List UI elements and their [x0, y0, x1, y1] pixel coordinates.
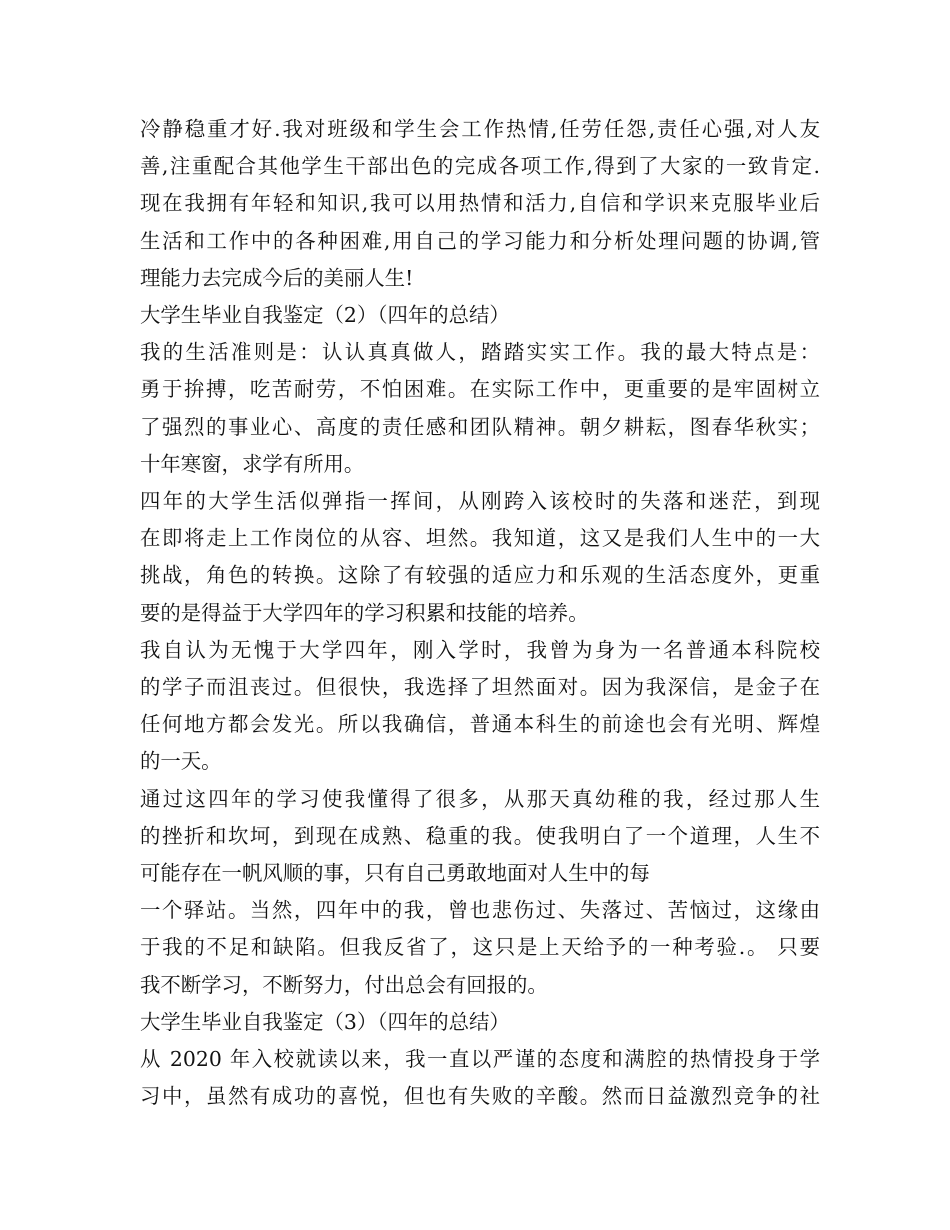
text-line: 可能存在一帆风顺的事，只有自己勇敢地面对人生中的每	[140, 861, 650, 885]
text-line: 一个驿站。当然，四年中的我，曾也悲伤过、失落过、苦恼过，这缘由	[140, 898, 820, 923]
text-line: 善,注重配合其他学生干部出色的完成各项工作,得到了大家的一致肯定.	[140, 154, 820, 179]
text-line: 从 2020 年入校就读以来，我一直以严谨的态度和满腔的热情投身于学	[140, 1047, 820, 1071]
text-line: 勇于拚搏，吃苦耐劳，不怕困难。在实际工作中，更重要的是牢固树立	[140, 377, 820, 402]
text-line: 的挫折和坎坷，到现在成熟、稳重的我。使我明白了一个道理，人生不	[140, 823, 820, 848]
text-line: 我的生活准则是：认认真真做人，踏踏实实工作。我的最大特点是：	[140, 340, 820, 365]
text-line: 于我的不足和缺陷。但我反省了，这只是上天给予的一种考验.。 只要	[140, 935, 820, 960]
text-line: 通过这四年的学习使我懂得了很多，从那天真幼稚的我，经过那人生	[140, 786, 820, 811]
text-line: 生活和工作中的各种困难,用自己的学习能力和分析处理问题的协调,管	[140, 228, 820, 253]
text-line: 挑战，角色的转换。这除了有较强的适应力和乐观的生活态度外，更重	[140, 563, 820, 588]
text-line: 在即将走上工作岗位的从容、坦然。我知道，这又是我们人生中的一大	[140, 526, 820, 551]
text-line: 要的是得益于大学四年的学习积累和技能的培养。	[140, 600, 589, 625]
text-line: 十年寒窗，求学有所用。	[140, 451, 365, 476]
text-line: 习中，虽然有成功的喜悦，但也有失败的辛酸。然而日益激烈竞争的社	[140, 1084, 820, 1109]
text-line: 理能力去完成今后的美丽人生!	[140, 265, 414, 290]
text-line: 了强烈的事业心、高度的责任感和团队精神。朝夕耕耘，图春华秋实；	[140, 414, 820, 439]
text-line: 我不断学习，不断努力，付出总会有回报的。	[140, 972, 548, 997]
text-line: 现在我拥有年轻和知识,我可以用热情和活力,自信和学识来克服毕业后	[140, 191, 820, 216]
text-line: 四年的大学生活似弹指一挥间，从刚跨入该校时的失落和迷茫，到现	[140, 489, 820, 513]
text-line: 大学生毕业自我鉴定（2）（四年的总结）	[140, 303, 510, 327]
text-line: 的一天。	[140, 749, 222, 774]
text-line: 大学生毕业自我鉴定（3）（四年的总结）	[140, 1009, 510, 1034]
text-line: 任何地方都会发光。所以我确信，普通本科生的前途也会有光明、辉煌	[140, 712, 820, 737]
text-line: 我自认为无愧于大学四年，刚入学时，我曾为身为一名普通本科院校	[140, 637, 820, 662]
text-line: 冷静稳重才好.我对班级和学生会工作热情,任劳任怨,责任心强,对人友	[140, 117, 820, 141]
text-line: 的学子而沮丧过。但很快，我选择了坦然面对。因为我深信，是金子在	[140, 675, 820, 699]
